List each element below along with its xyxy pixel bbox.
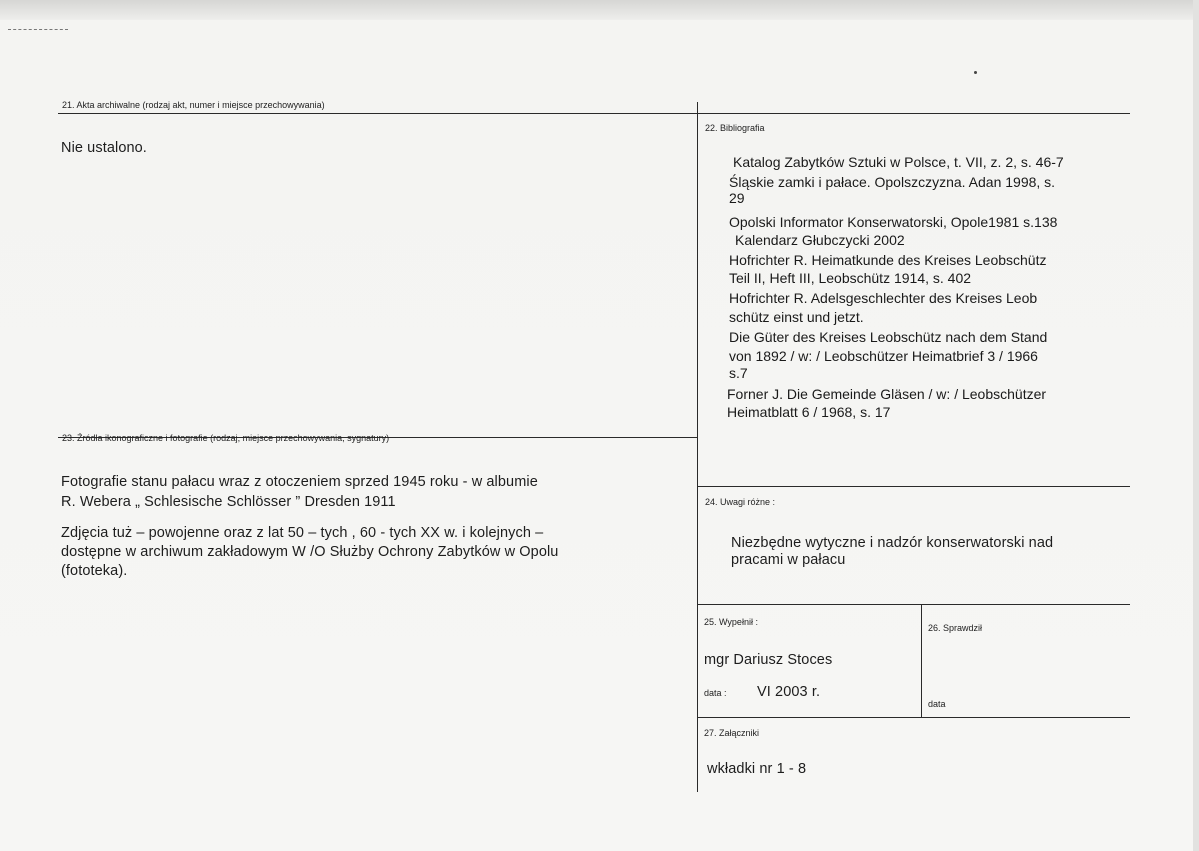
bibliography-line: Die Güter des Kreises Leobschütz nach dem Stand xyxy=(729,329,1048,345)
bibliography-line: Heimatblatt 6 / 1968, s. 17 xyxy=(727,404,891,420)
rule-right-25 xyxy=(697,604,1130,605)
section-27-label: 27. Załączniki xyxy=(704,728,760,738)
bibliography-line: schütz einst und jetzt. xyxy=(729,309,864,325)
section-24-line: Niezbędne wytyczne i nadzór konserwatorski nad xyxy=(731,535,1054,551)
section-22-label: 22. Bibliografia xyxy=(705,123,765,133)
section-27-value: wkładki nr 1 - 8 xyxy=(707,761,807,777)
bibliography-line: Śląskie zamki i pałace. Opolszczyzna. Adan 1998, s. xyxy=(729,174,1056,190)
section-25-date-value: VI 2003 r. xyxy=(757,684,821,700)
rule-25-26-divider xyxy=(921,604,922,718)
section-23-line: (fototeka). xyxy=(61,563,128,579)
rule-center-vertical xyxy=(697,102,698,792)
section-23-line: dostępne w archiwum zakładowym W /O Służby Ochrony Zabytków w Opolu xyxy=(61,544,559,560)
bibliography-line: Hofrichter R. Heimatkunde des Kreises Leobschütz xyxy=(729,252,1047,268)
section-23-line: Zdjęcia tuż – powojenne oraz z lat 50 – tych , 60 - tych XX w. i kolejnych – xyxy=(61,525,544,541)
section-24-line: pracami w pałacu xyxy=(731,552,846,568)
rule-right-24 xyxy=(697,486,1130,487)
bibliography-line: Forner J. Die Gemeinde Gläsen / w: / Leobschützer xyxy=(727,386,1047,402)
section-23-line: Fotografie stanu pałacu wraz z otoczeniem sprzed 1945 roku - w albumie xyxy=(61,474,538,490)
section-24-label: 24. Uwagi różne : xyxy=(705,497,776,507)
bibliography-line: Teil II, Heft III, Leobschütz 1914, s. 402 xyxy=(729,270,972,286)
bibliography-line: Hofrichter R. Adelsgeschlechter des Kreises Leob xyxy=(729,290,1038,306)
top-dashed-mark xyxy=(8,29,68,31)
rule-top xyxy=(58,113,1130,114)
ink-speck xyxy=(974,71,977,74)
section-25-date-label: data : xyxy=(704,688,727,698)
section-25-name: mgr Dariusz Stoces xyxy=(704,652,833,668)
section-21-label: 21. Akta archiwalne (rodzaj akt, numer i miejsce przechowywania) xyxy=(62,100,325,110)
bibliography-line: Katalog Zabytków Sztuki w Polsce, t. VII, z. 2, s. 46-7 xyxy=(733,154,1064,170)
bibliography-line: von 1892 / w: / Leobschützer Heimatbrief 3 / 1966 xyxy=(729,348,1038,364)
bibliography-line: 29 xyxy=(729,190,745,206)
section-25-label: 25. Wypełnił : xyxy=(704,617,758,627)
scan-top-shadow xyxy=(0,0,1199,20)
bibliography-line: s.7 xyxy=(729,365,748,381)
section-21-value: Nie ustalono. xyxy=(61,140,147,156)
rule-right-27 xyxy=(697,717,1130,718)
section-26-date-label: data xyxy=(928,699,946,709)
section-23-label: 23. Źródła ikonograficzne i fotografie (rodzaj, miejsce przechowywania, sygnatury) xyxy=(62,433,390,443)
section-23-line: R. Webera „ Schlesische Schlösser ” Dresden 1911 xyxy=(61,494,396,510)
bibliography-line: Kalendarz Głubczycki 2002 xyxy=(735,232,905,248)
scan-right-edge xyxy=(1193,0,1199,851)
bibliography-line: Opolski Informator Konserwatorski, Opole1981 s.138 xyxy=(729,214,1058,230)
section-26-label: 26. Sprawdził xyxy=(928,623,983,633)
